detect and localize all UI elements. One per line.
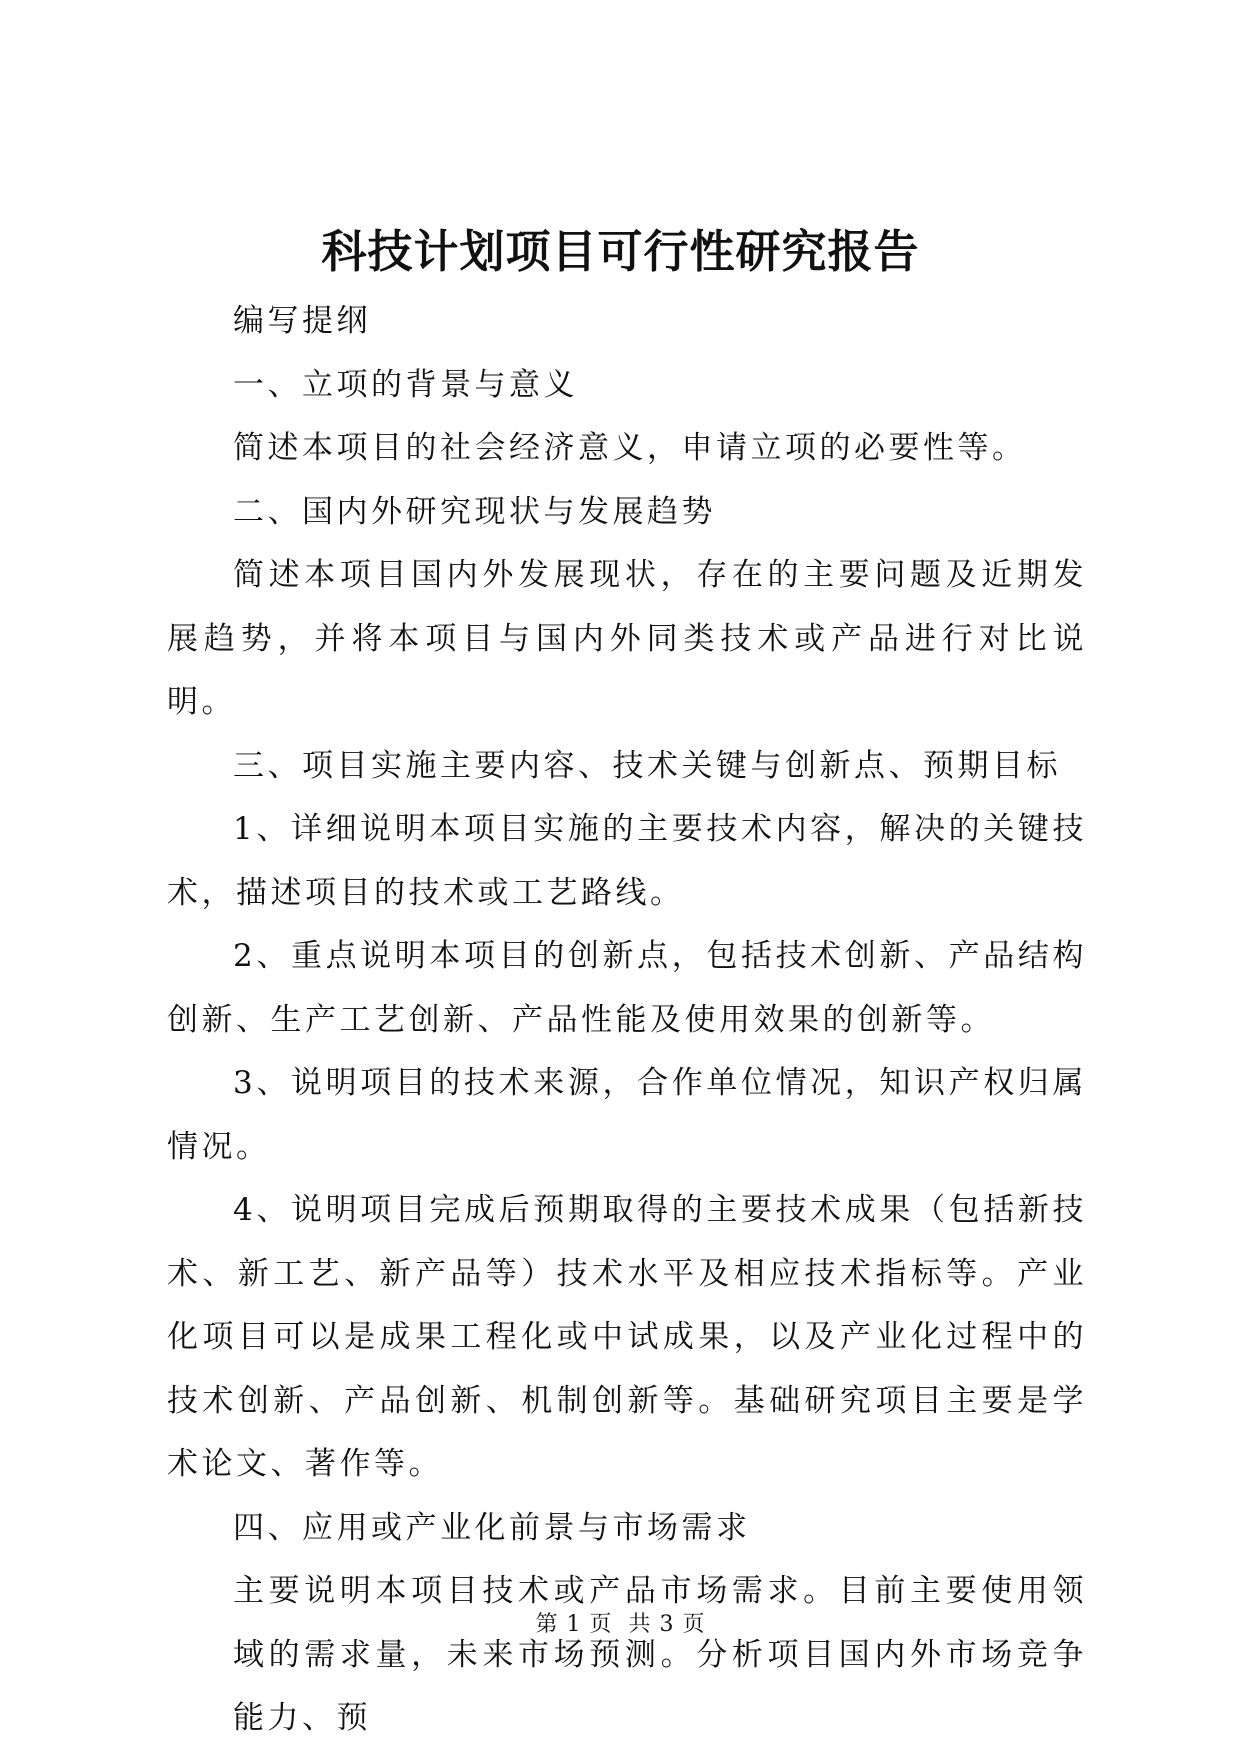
paragraph-section-3-heading: 三、项目实施主要内容、技术关键与创新点、预期目标: [233, 747, 1061, 784]
paragraph-section-2-body: 简述本项目国内外发展现状，存在的主要问题及近期发展趋势，并将本项目与国内外同类技术或产品进行对比说明。: [167, 557, 1087, 720]
document-body: [167, 290, 1087, 1751]
paragraph-section-2-heading: 二、国内外研究现状与发展趋势: [233, 493, 716, 530]
document-title: 科技计划项目可行性研究报告: [321, 225, 920, 278]
paragraph-section-3-item-1: 1、详细说明本项目实施的主要技术内容，解决的关键技术，描述项目的技术或工艺路线。: [167, 811, 1087, 911]
page-number-label: 第 1 页 共 3 页: [535, 1612, 706, 1637]
paragraph-section-1-body: 简述本项目的社会经济意义，申请立项的必要性等。: [233, 430, 1027, 466]
paragraph-section-1-heading: 一、立项的背景与意义: [233, 366, 578, 403]
paragraph-section-3-item-2: 2、重点说明本项目的创新点，包括技术创新、产品结构创新、生产工艺创新、产品性能及使用效果的创新等。: [167, 938, 1087, 1038]
paragraph-section-3-item-3: 3、说明项目的技术来源，合作单位情况，知识产权归属情况。: [167, 1065, 1087, 1165]
paragraph-section-4-body: 主要说明本项目技术或产品市场需求。目前主要使用领域的需求量，未来市场预测。分析项目国内外市场竞争能力、预: [233, 1573, 1087, 1736]
page-number-footer: [0, 1610, 1241, 1640]
paragraph-section-3-item-4: 4、说明项目完成后预期取得的主要技术成果（包括新技术、新工艺、新产品等）技术水平及相应技术指标等。产业化项目可以是成果工程化或中试成果，以及产业化过程中的技术创新、产品创新、机制创新等。基础研究项目主要是学术论文、著作等。: [167, 1192, 1087, 1482]
paragraph-outline-heading: 编写提纲: [233, 303, 371, 339]
paragraph-section-4-heading: 四、应用或产业化前景与市场需求: [233, 1509, 751, 1546]
